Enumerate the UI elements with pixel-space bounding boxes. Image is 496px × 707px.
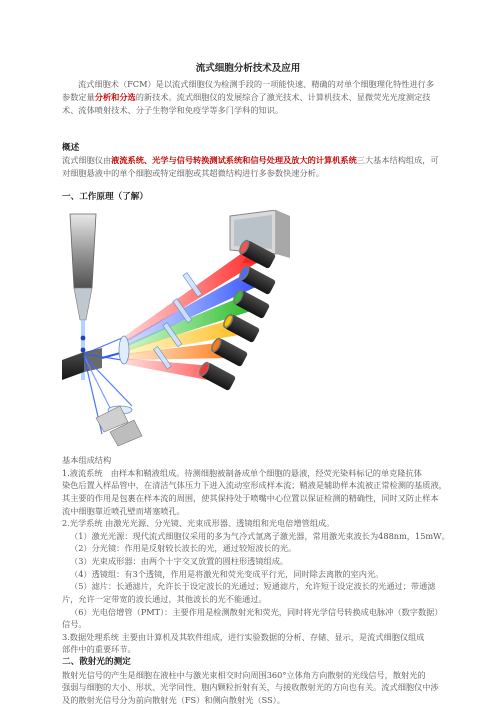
overview-heading: 概述 — [62, 143, 80, 153]
section1-line: （4）透镜组：有3个透镜，作用是将激光和荧光变成平行光，同时除去离散的室内光。 — [70, 568, 384, 579]
section1-line: 信号。 — [62, 619, 87, 630]
section2-line: 及的散射光信号分为前向散射光（FS）和侧向散射光（SS）。 — [62, 695, 285, 705]
section1-line: 1.液流系统 由样本和鞘液组成。待测细胞被制备成单个细胞的悬液，经荧光染料标记的单克隆抗体 — [62, 467, 422, 478]
document-title: 流式细胞分析技术及应用 — [195, 63, 301, 74]
section2-heading: 二、散射光的测定 — [62, 657, 131, 668]
section1-line: 3.数据处理系统 主要由计算机及其软件组成，进行实验数据的分析、存储、显示，是流式细胞仪组成 — [62, 631, 425, 642]
overview-text-1: 流式细胞仪由 — [62, 155, 112, 165]
flow-cytometer-optics-illustration-icon — [62, 210, 302, 448]
section1-line: 部件中的重要环节。 — [62, 644, 136, 655]
section1-line: （1）激光光源：现代流式细胞仪采用的多为气冷式氩离子激光器，常用激光束波长为488nm，15mW。 — [70, 530, 450, 541]
section1-heading: 一、工作原理（了解） — [62, 192, 148, 202]
section1-line: 片，允许一定带宽的波长通过，其他波长的光不能通过。 — [62, 593, 267, 604]
section1-line: （3）光束成形器：由两个十字交叉放置的圆柱形透镜组成。 — [70, 556, 289, 567]
section2-line: 散射光信号的产生是细胞在液柱中与激光束相交时向周围360°立体角方向散射的光线信号，散射光的 — [62, 669, 426, 680]
overview-text-2: 三大基本结构组成，可对细胞悬液中的单个细胞或特定细胞或其超微结构进行多参数快速分析。 — [62, 155, 439, 178]
overview-highlight: 液流系统、光学与信号转换测试系统和信号处理及放大的计算机系统 — [111, 155, 357, 165]
section1-line: （2）分光镜：作用是反射较长波长的光，通过较短波长的光。 — [70, 543, 297, 554]
section1-line: （5）滤片：长通滤片，允许长于设定波长的光通过；短通滤片，允许短于设定波长的光通过；带通滤 — [70, 581, 436, 592]
section1-line: 流中细胞靠近喷孔壁而堵塞喷孔。 — [62, 505, 185, 516]
section1-line: 其主要的作用是包裹在样本流的周围，使其保持处于喷嘴中心位置以保证检测的精确性，同时又防止样本 — [62, 492, 439, 503]
intro-text-2: 的新技术。流式细胞仪的发展综合了激光技术、计算机技术、显微荧光光度测定技术、流体喷射技术、分子生物学和免疫学等多门学科的知识。 — [62, 92, 431, 115]
intro-highlight: 分析和分选 — [94, 92, 136, 102]
intro-text-1: 流式细胞术（FCM）是以流式细胞仪为检测手段的一项能快速、精确的对单个细胞理化特性进行多参数定量 — [62, 79, 435, 102]
section1-line: 2.光学系统 由激光光源、分光镜、光束成形器、透镜组和光电倍增管组成。 — [62, 518, 335, 529]
structure-title: 基本组成结构 — [62, 455, 112, 465]
intro-paragraph — [62, 78, 442, 117]
section1-line: （6）光电倍增管（PMT）：主要作用是检测散射光和荧光，同时将光学信号转换成电脉冲（数字数据） — [70, 606, 443, 617]
section2-line: 强弱与细胞的大小、形状、光学同性、胞内颗粒折射有关，与接收散射光的方向也有关。流式细胞仪中涉 — [62, 682, 439, 693]
overview-paragraph — [62, 154, 442, 180]
section1-line: 染色后置入样品管中，在清洁气体压力下进入流动室形成样本流；鞘液是辅助样本流被正常检测的基质液， — [62, 480, 447, 491]
